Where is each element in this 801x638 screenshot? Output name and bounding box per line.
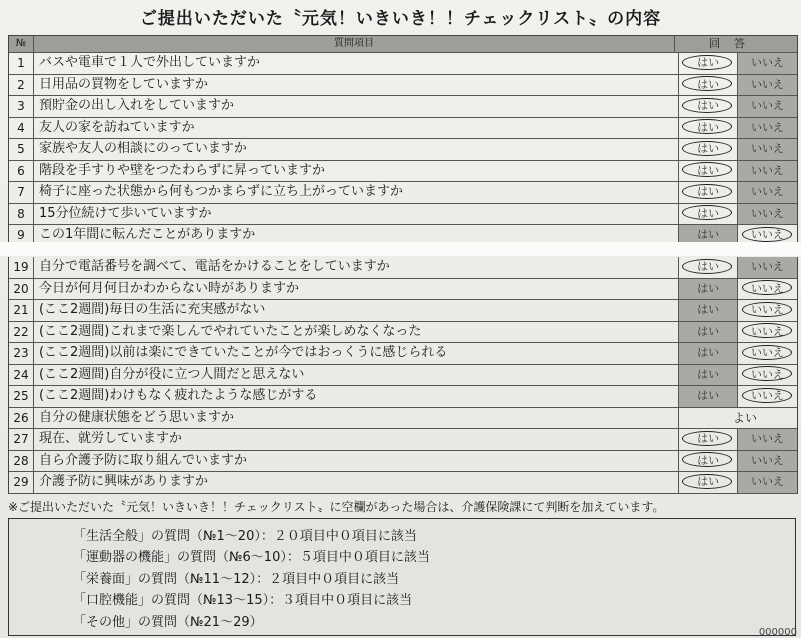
row-number: 28 [9, 451, 34, 472]
answer-yes [679, 386, 738, 407]
selected-circle-mark [682, 119, 732, 134]
row-number: 7 [9, 182, 34, 203]
selected-circle-mark [682, 474, 732, 489]
answer-yes [679, 322, 738, 343]
answer-no-label: いいえ [751, 281, 785, 295]
header-no: № [9, 36, 34, 52]
row-question: 家族や友人の相談にのっていますか [34, 139, 679, 160]
answer-no [738, 257, 797, 278]
answer-no [738, 161, 797, 182]
row-question: 友人の家を訪ねていますか [34, 118, 679, 139]
summary-line: 「口腔機能」の質問（№13〜15）：３項目中０項目に該当 [73, 593, 413, 608]
selected-circle-mark [682, 184, 732, 199]
table-row [9, 451, 797, 473]
answer-yes [679, 343, 738, 364]
table-row [9, 322, 797, 344]
answer-no [738, 365, 797, 386]
row-number: 24 [9, 365, 34, 386]
row-question: (ここ2週間)これまで楽しんでやれていたことが楽しめなくなった [34, 322, 679, 343]
answer-no-label: いいえ [751, 228, 785, 241]
answer-no [738, 451, 797, 472]
table-row [9, 257, 797, 279]
answer-yes-label: はい [697, 120, 720, 134]
table-row [9, 53, 797, 75]
answer-no-label: いいえ [751, 120, 785, 134]
table-row [9, 386, 797, 408]
table-row [9, 75, 797, 97]
row-question: 自分で電話番号を調べて、電話をかけることをしていますか [34, 257, 679, 278]
answer-yes [679, 182, 738, 203]
answer-no [738, 96, 797, 117]
answer-no-label: いいえ [751, 324, 785, 338]
row-question: (ここ2週間)以前は楽にできていたことが今ではおっくうに感じられる [34, 343, 679, 364]
answer-no-label: いいえ [751, 475, 785, 488]
answer-no [738, 429, 797, 450]
answer-yes [679, 279, 738, 300]
row-question: 自分の健康状態をどう思いますか [34, 408, 679, 429]
answer-yes [679, 204, 738, 225]
answer-yes-label: はい [697, 453, 720, 467]
row-number: 8 [9, 204, 34, 225]
table-row [9, 343, 797, 365]
row-question: 今日が何月何日かわからない時がありますか [34, 279, 679, 300]
row-number: 3 [9, 96, 34, 117]
table-row [9, 279, 797, 301]
row-question: 日用品の買物をしていますか [34, 75, 679, 96]
answer-yes [679, 161, 738, 182]
row-question: この1年間に転んだことがありますか [34, 225, 679, 246]
selected-circle-mark [742, 388, 792, 403]
row-number: 23 [9, 343, 34, 364]
selected-circle-mark [682, 55, 732, 70]
row-question: 階段を手すりや壁をつたわらずに昇っていますか [34, 161, 679, 182]
answer-yes [679, 429, 738, 450]
answer-yes-label: はい [697, 185, 720, 198]
answer-yes-label: はい [697, 228, 720, 241]
answer-no [738, 139, 797, 160]
selected-circle-mark [742, 366, 792, 381]
summary-line: 「生活全般」の質問（№1〜20）：２０項目中０項目に該当 [73, 529, 417, 544]
selected-circle-mark [682, 452, 732, 467]
selected-circle-mark [682, 162, 732, 177]
checklist-table-top [8, 35, 798, 247]
answer-no-label: いいえ [751, 346, 785, 359]
page-title: ご提出いただいた〝元気！いきいき！！チェックリスト〟の内容 [139, 9, 662, 29]
answer-yes [679, 139, 738, 160]
answer-no [738, 343, 797, 364]
selected-circle-mark [742, 323, 792, 338]
answer-no-label: いいえ [751, 389, 785, 402]
table-row [9, 472, 797, 494]
answer-no-label: いいえ [751, 432, 785, 445]
row-number: 4 [9, 118, 34, 139]
row-question: (ここ2週間)わけもなく疲れたような感じがする [34, 386, 679, 407]
table-row [9, 161, 797, 183]
corner-code: 000000 [758, 627, 797, 638]
answer-yes-label: はい [697, 142, 720, 155]
answer-no-label: いいえ [751, 453, 785, 467]
answer-no-label: いいえ [751, 185, 785, 198]
summary-line: 「栄養面」の質問（№11〜12）：２項目中０項目に該当 [73, 572, 400, 587]
table-row [9, 139, 797, 161]
answer-yes-label: はい [697, 77, 720, 91]
answer-yes [679, 53, 738, 74]
answer-yes-label: はい [697, 56, 720, 69]
answer-yes-label: はい [697, 475, 720, 488]
selected-circle-mark [682, 431, 732, 446]
answer-no [738, 386, 797, 407]
answer-no [738, 279, 797, 300]
selected-circle-mark [742, 227, 792, 242]
answer-no [738, 118, 797, 139]
row-number: 20 [9, 279, 34, 300]
answer-yes-label: はい [697, 346, 720, 359]
selected-circle-mark [742, 302, 792, 317]
answer-yes-label: はい [697, 367, 720, 381]
answer-no [738, 300, 797, 321]
selected-circle-mark [742, 280, 792, 295]
row-question: 介護予防に興味がありますか [34, 472, 679, 493]
row-number: 22 [9, 322, 34, 343]
answer-yes-label: はい [697, 163, 720, 177]
answer-no-label: いいえ [751, 260, 785, 273]
answer-no-label: いいえ [751, 367, 785, 381]
answer-text: よい [732, 410, 757, 425]
table-row [9, 300, 797, 322]
row-number: 19 [9, 257, 34, 278]
answer-yes [679, 472, 738, 493]
selected-circle-mark [682, 205, 732, 220]
answer-yes-label: はい [697, 389, 720, 402]
table-row [9, 365, 797, 387]
answer-yes [679, 118, 738, 139]
row-number: 29 [9, 472, 34, 493]
table-row [9, 408, 797, 430]
row-question: 自ら介護予防に取り組んでいますか [34, 451, 679, 472]
answer-yes-label: はい [697, 303, 720, 316]
answer-yes [679, 75, 738, 96]
answer-no [738, 204, 797, 225]
answer-yes-label: はい [697, 206, 720, 220]
answer-no-label: いいえ [751, 142, 785, 155]
selected-circle-mark [682, 76, 732, 91]
answer-no-label: いいえ [751, 56, 785, 69]
answer-no [738, 322, 797, 343]
row-question: 現在、就労していますか [34, 429, 679, 450]
selected-circle-mark [682, 141, 732, 156]
answer-yes [679, 257, 738, 278]
answer-yes-label: はい [697, 260, 720, 273]
table-row [9, 118, 797, 140]
answer-no [738, 75, 797, 96]
answer-no-label: いいえ [751, 206, 785, 220]
selected-circle-mark [682, 98, 732, 113]
row-number: 6 [9, 161, 34, 182]
selected-circle-mark [742, 345, 792, 360]
table-row [9, 429, 797, 451]
table-row [9, 96, 797, 118]
row-question: 椅子に座った状態から何もつかまらずに立ち上がっていますか [34, 182, 679, 203]
row-question: (ここ2週間)自分が役に立つ人間だと思えない [34, 365, 679, 386]
row-number: 1 [9, 53, 34, 74]
page-gap [0, 242, 801, 256]
table-header [9, 36, 797, 53]
summary-line: 「その他」の質問（№21〜29） [73, 615, 263, 630]
answer-no-label: いいえ [751, 303, 785, 316]
row-number: 5 [9, 139, 34, 160]
row-question: 15分位続けて歩いていますか [34, 204, 679, 225]
answer-yes-label: はい [697, 324, 720, 338]
table-row [9, 204, 797, 226]
row-question: バスや電車で１人で外出していますか [34, 53, 679, 74]
row-number: 25 [9, 386, 34, 407]
answer-no [738, 53, 797, 74]
answer-no [738, 182, 797, 203]
answer-yes [679, 300, 738, 321]
answer-yes-label: はい [697, 432, 720, 445]
answer-yes-label: はい [697, 99, 720, 112]
header-question: 質問項目 [34, 36, 675, 52]
summary-box [8, 518, 796, 636]
checklist-table-bottom [8, 257, 798, 494]
answer-yes [679, 365, 738, 386]
answer-yes-label: はい [697, 281, 720, 295]
answer-no-label: いいえ [751, 77, 785, 91]
row-number: 2 [9, 75, 34, 96]
table-row [9, 182, 797, 204]
row-number: 27 [9, 429, 34, 450]
row-number: 9 [9, 225, 34, 246]
summary-line: 「運動器の機能」の質問（№6〜10）：５項目中０項目に該当 [73, 550, 430, 565]
row-question: 預貯金の出し入れをしていますか [34, 96, 679, 117]
row-number: 26 [9, 408, 34, 429]
selected-circle-mark [682, 259, 732, 274]
header-answer: 回答 [709, 37, 759, 50]
row-question: (ここ2週間)毎日の生活に充実感がない [34, 300, 679, 321]
answer-no [738, 472, 797, 493]
row-number: 21 [9, 300, 34, 321]
answer-no-label: いいえ [751, 163, 785, 177]
answer-yes [679, 451, 738, 472]
note-text: ※ご提出いただいた〝元気！いきいき！！チェックリスト〟に空欄があった場合は、介護保険課にて判断を加えています。 [8, 500, 665, 514]
answer-no-label: いいえ [751, 99, 785, 112]
answer-yes [679, 96, 738, 117]
